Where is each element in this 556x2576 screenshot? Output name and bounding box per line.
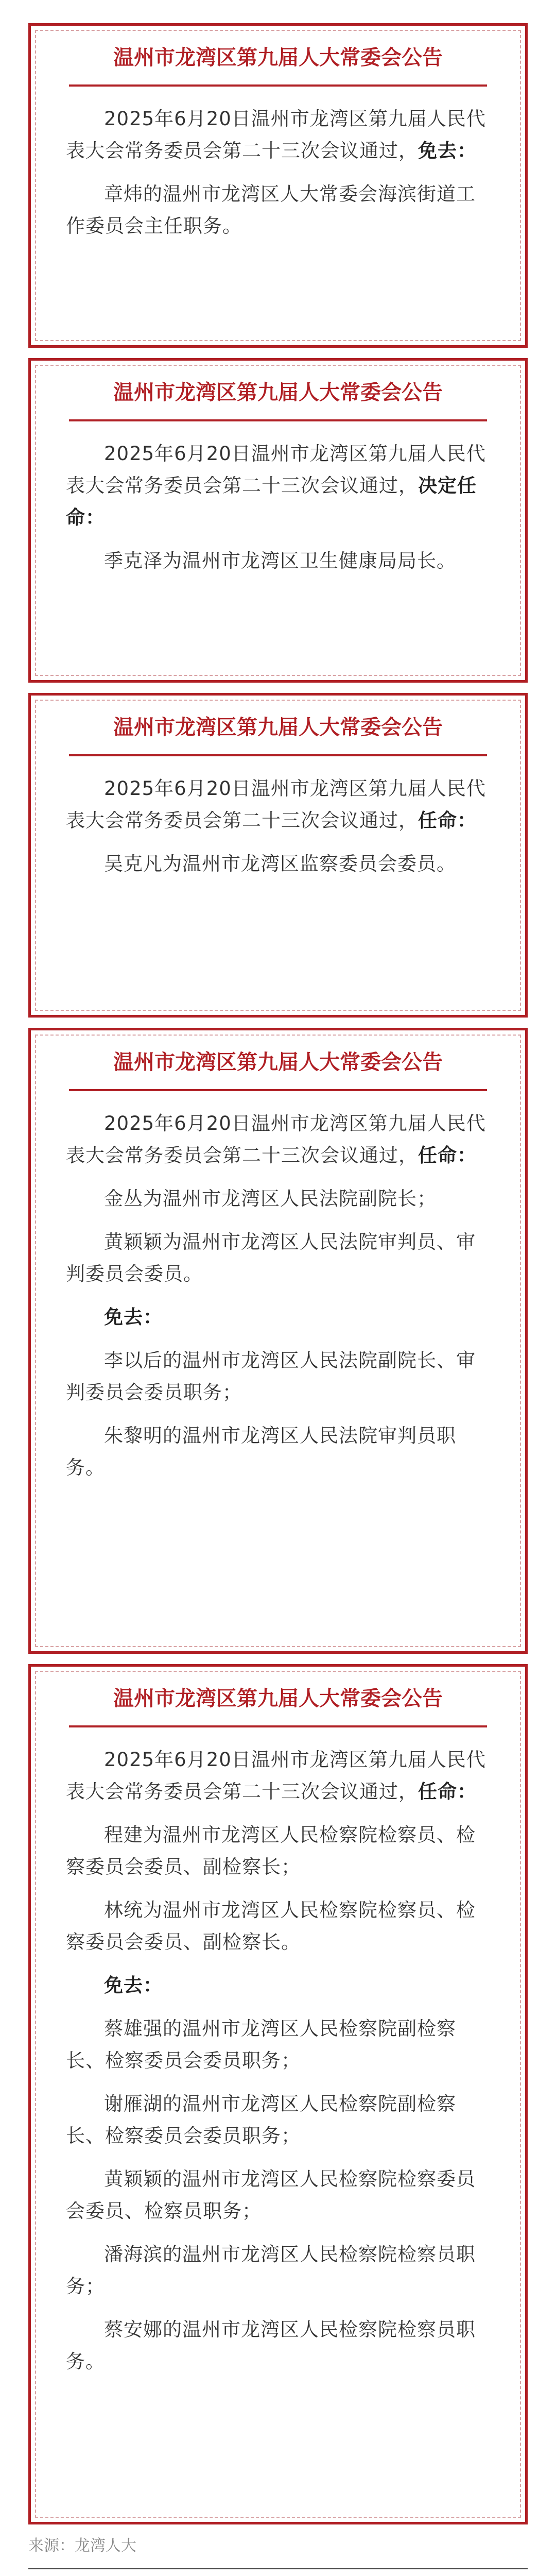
notice-intro bbox=[66, 1108, 490, 1172]
notice-frame bbox=[35, 365, 521, 676]
notice-intro bbox=[66, 103, 490, 167]
notice-intro bbox=[66, 1744, 490, 1808]
action-label: 任命： bbox=[418, 1781, 477, 1803]
section-heading-remove: 免去： bbox=[104, 1306, 163, 1328]
intro-text: 2025年6月20日温州市龙湾区第九届人民代表大会常务委员会第二十三次会议通过， bbox=[66, 1749, 486, 1803]
notice-card-2 bbox=[28, 358, 528, 683]
action-label: 决定任命： bbox=[66, 474, 477, 529]
intro-text: 2025年6月20日温州市龙湾区第九届人民代表大会常务委员会第二十三次会议通过， bbox=[66, 1112, 486, 1166]
notice-frame bbox=[35, 1035, 521, 1647]
notice-item: 潘海滨的温州市龙湾区人民检察院检察员职务； bbox=[66, 2243, 476, 2297]
notice-item: 吴克凡为温州市龙湾区监察委员会委员。 bbox=[104, 853, 456, 875]
title-divider bbox=[69, 84, 487, 87]
notice-item: 朱黎明的温州市龙湾区人民法院审判员职务。 bbox=[66, 1425, 456, 1479]
notice-card-3 bbox=[28, 693, 528, 1018]
notice-card-1 bbox=[28, 23, 528, 348]
notice-item: 季克泽为温州市龙湾区卫生健康局局长。 bbox=[104, 550, 456, 572]
source-credit: 来源：龙湾人大 bbox=[28, 2537, 136, 2555]
notice-item: 谢雁湖的温州市龙湾区人民检察院副检察长、检察委员会委员职务； bbox=[66, 2093, 456, 2147]
intro-text: 2025年6月20日温州市龙湾区第九届人民代表大会常务委员会第二十三次会议通过， bbox=[66, 443, 486, 497]
notice-title: 温州市龙湾区第九届人大常委会公告 bbox=[113, 46, 443, 70]
title-divider bbox=[69, 1725, 487, 1727]
notice-item: 金丛为温州市龙湾区人民法院副院长； bbox=[104, 1188, 437, 1210]
notice-item: 黄颖颖的温州市龙湾区人民检察院检察委员会委员、检察员职务； bbox=[66, 2168, 476, 2222]
notice-item: 程建为温州市龙湾区人民检察院检察员、检察委员会委员、副检察长； bbox=[66, 1824, 476, 1878]
notice-item: 黄颖颖为温州市龙湾区人民法院审判员、审判委员会委员。 bbox=[66, 1231, 476, 1285]
intro-text: 2025年6月20日温州市龙湾区第九届人民代表大会常务委员会第二十三次会议通过， bbox=[66, 777, 486, 832]
notice-item: 蔡雄强的温州市龙湾区人民检察院副检察长、检察委员会委员职务； bbox=[66, 2018, 456, 2072]
notice-frame bbox=[35, 30, 521, 341]
footer-divider bbox=[28, 2568, 528, 2569]
notice-item: 林统为温州市龙湾区人民检察院检察员、检察委员会委员、副检察长。 bbox=[66, 1899, 476, 1953]
intro-text: 2025年6月20日温州市龙湾区第九届人民代表大会常务委员会第二十三次会议通过， bbox=[66, 108, 486, 162]
notice-title: 温州市龙湾区第九届人大常委会公告 bbox=[113, 1050, 443, 1074]
notice-item: 蔡安娜的温州市龙湾区人民检察院检察员职务。 bbox=[66, 2318, 476, 2372]
action-label: 免去： bbox=[418, 140, 477, 162]
title-divider bbox=[69, 1089, 487, 1091]
notice-intro bbox=[66, 773, 490, 837]
action-label: 任命： bbox=[418, 809, 477, 832]
notice-card-4 bbox=[28, 1028, 528, 1654]
notice-item: 章炜的温州市龙湾区人大常委会海滨街道工作委员会主任职务。 bbox=[66, 183, 476, 237]
notice-card-5 bbox=[28, 1664, 528, 2524]
notice-frame bbox=[35, 700, 521, 1011]
notice-title: 温州市龙湾区第九届人大常委会公告 bbox=[113, 716, 443, 739]
action-label: 任命： bbox=[418, 1144, 477, 1166]
title-divider bbox=[69, 419, 487, 421]
notice-title: 温州市龙湾区第九届人大常委会公告 bbox=[113, 1687, 443, 1710]
notice-frame bbox=[35, 1671, 521, 2518]
notice-item: 李以后的温州市龙湾区人民法院副院长、审判委员会委员职务； bbox=[66, 1349, 476, 1403]
notice-title: 温州市龙湾区第九届人大常委会公告 bbox=[113, 381, 443, 404]
title-divider bbox=[69, 754, 487, 756]
section-heading-remove: 免去： bbox=[104, 1974, 163, 1996]
notice-intro bbox=[66, 438, 490, 534]
